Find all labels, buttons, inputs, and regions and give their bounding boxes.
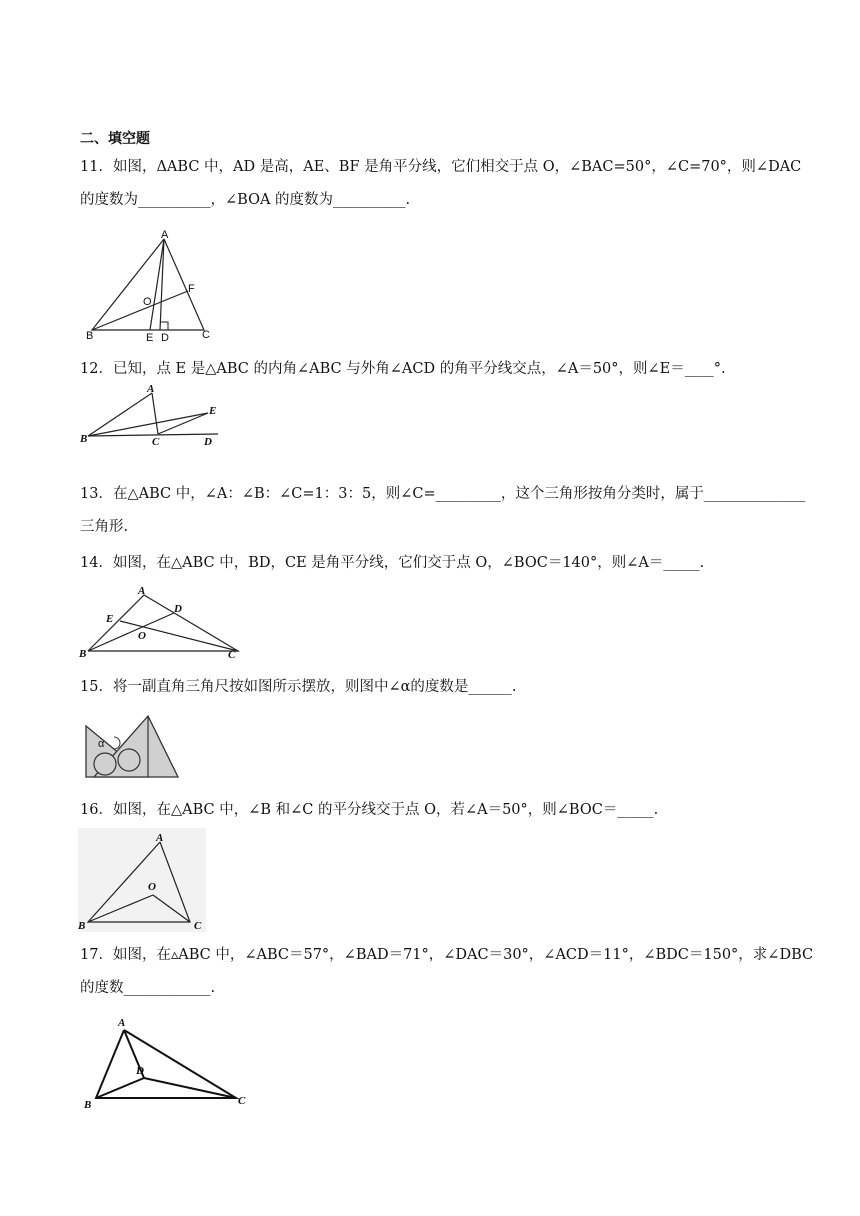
question-17-line-2: 的度数____________.: [80, 980, 216, 996]
label-d: D: [161, 332, 169, 344]
right-angle-mark: [160, 322, 168, 330]
label-c: C: [228, 649, 236, 661]
label-c: C: [238, 1095, 246, 1107]
figure-12: [78, 384, 226, 472]
segment-ac: [152, 393, 158, 434]
label-b: B: [78, 920, 86, 932]
segment-cd: [144, 1078, 236, 1098]
question-11-line-2: 的度数为__________，∠BOA 的度数为__________.: [80, 192, 411, 208]
label-b: B: [80, 433, 88, 445]
question-13-line-2: 三角形.: [80, 519, 129, 535]
segment-ce: [158, 413, 208, 434]
figure-16: [78, 828, 206, 932]
label-c: C: [202, 329, 210, 341]
triangle-abc: [96, 1030, 236, 1098]
question-11-line-1: 11．如图，ΔABC 中，AD 是高，AE、BF 是角平分线，它们相交于点 O，∠BAC=50°，∠C=70°，则∠DAC: [80, 159, 802, 175]
label-d: D: [204, 436, 212, 448]
question-14-line-1: 14．如图，在△ABC 中，BD，CE 是角平分线，它们交于点 O，∠BOC＝140°，则∠A＝_____.: [80, 555, 705, 571]
label-d: D: [174, 603, 182, 615]
label-e: E: [209, 405, 217, 417]
label-b: B: [84, 1099, 92, 1110]
label-b: B: [79, 648, 87, 660]
label-a: A: [156, 832, 164, 844]
figure-14: [78, 583, 244, 663]
label-o: O: [138, 630, 146, 642]
question-13-line-1: 13．在△ABC 中，∠A：∠B：∠C=1：3：5，则∠C=_________，这个三角形按角分类时，属于______________: [80, 486, 806, 502]
segment-bf: [92, 291, 188, 330]
label-e: E: [146, 332, 154, 344]
figure-15: [82, 712, 182, 782]
label-c: C: [194, 920, 202, 932]
question-12-line-1: 12．已知，点 E 是△ABC 的内角∠ABC 与外角∠ACD 的角平分线交点，∠A＝50°，则∠E＝____°.: [80, 361, 726, 377]
label-o: O: [148, 881, 156, 893]
label-c: C: [152, 436, 160, 448]
label-b: B: [86, 330, 94, 342]
figure-17: [80, 1014, 250, 1110]
label-alpha: α: [98, 738, 105, 750]
label-d: D: [136, 1065, 144, 1077]
label-e: E: [106, 613, 114, 625]
label-a: A: [138, 585, 146, 597]
label-a: A: [118, 1017, 126, 1029]
question-16-line-1: 16．如图，在△ABC 中，∠B 和∠C 的平分线交于点 O，若∠A＝50°，则∠BOC＝_____.: [80, 802, 659, 818]
section-title: 二、填空题: [80, 131, 150, 147]
label-o: O: [143, 296, 152, 308]
ruler-2-hole: [118, 749, 140, 771]
angle-alpha-arc: [114, 737, 120, 749]
question-15-line-1: 15．将一副直角三角尺按如图所示摆放，则图中∠α的度数是______.: [80, 679, 517, 695]
question-17-line-1: 17．如图，在▵ABC 中，∠ABC＝57°，∠BAD＝71°，∠DAC＝30°，∠ACD＝11°，∠BDC＝150°，求∠DBC: [80, 947, 814, 963]
label-f: F: [188, 283, 195, 295]
label-a: A: [161, 229, 169, 241]
figure-background: [78, 828, 206, 932]
ruler-1-hole: [94, 753, 116, 775]
label-a: A: [147, 384, 155, 395]
figure-11: [84, 228, 214, 344]
